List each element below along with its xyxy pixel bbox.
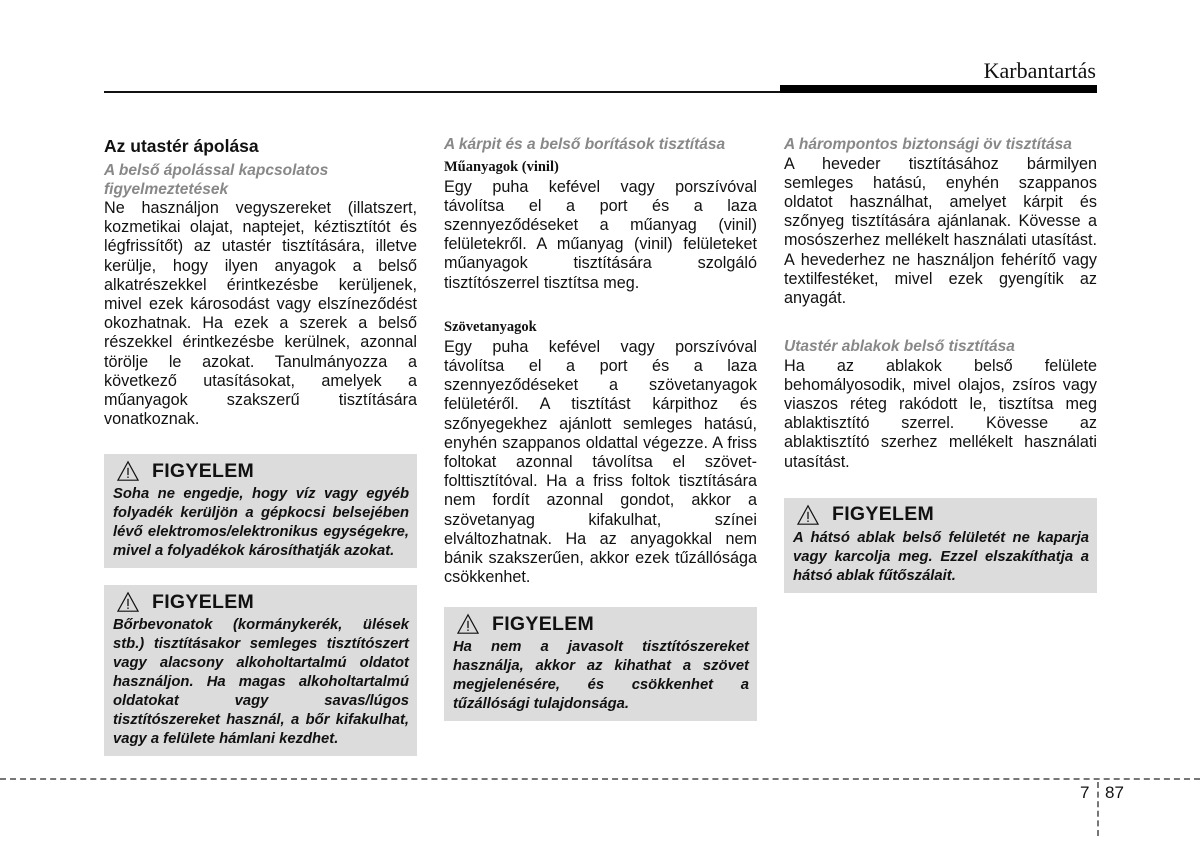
paragraph-heading: Műanyagok (vinil) [444, 158, 559, 175]
warning-triangle-icon [117, 460, 139, 482]
section-title: Karbantartás [983, 58, 1096, 83]
page-number: 87 [1105, 783, 1124, 802]
warning-title: FIGYELEM [152, 459, 255, 482]
subsection-heading: A belső ápolással kapcsolatos figyelmeztetések [104, 162, 329, 198]
body-paragraph: Egy puha kefével vagy porszívóval távolítsa el a port és a laza szennyeződéseket a szövetanyagok felületéről. A tisztítást kárpithoz és szőnyegekhez ajánlott semleges hatású, enyhén szappanos oldattal végezze. A friss foltokat azonnal távolítsa el szövet-folttisztítóval. Ha a friss foltok tisztítására nem fordít azonnal gondot, akkor a szövetanyag kifakulhat, színei elváltozhatnak. Ha az anyagokkal nem bánik szakszerűen, akkor ezek tűzállósága csökkenhet. [444, 337, 757, 587]
subsection-heading: A hárompontos biztonsági öv tisztítása [784, 136, 1072, 153]
body-paragraph: Ha az ablakok belső felülete behomályosodik, mivel olajos, zsíros vagy viaszos réteg rakódott le, tisztítsa meg ablaktisztító szerrel. Kövesse az ablaktisztító szerhez mellékelt használati utasítást. [784, 356, 1097, 471]
paragraph-heading: Szövetanyagok [444, 318, 537, 335]
warning-text: Soha ne engedje, hogy víz vagy egyéb folyadék kerüljön a gépkocsi belsejében lévő elektromos/elektronikus egységekre, mivel a folyadékok károsíthatják azokat. [113, 486, 409, 560]
warning-triangle-icon [457, 613, 479, 635]
footer-divider [0, 778, 1200, 780]
warning-text: Bőrbevonatok (kormánykerék, ülések stb.) tisztításakor semleges tisztítószert vagy alacsony alkoholtartalmú oldatot használjon. Ha magas alkoholtartalmú oldatokat vagy savas/lúgos tisztítószereket használ, a bőr kifakulhat, vagy a felülete hámlani kezdhet. [113, 617, 409, 748]
column-1 [104, 136, 417, 756]
subsection-heading: A kárpit és a belső borítások tisztítása [444, 136, 726, 153]
warning-box [104, 454, 417, 568]
chapter-number: 7 [1080, 783, 1090, 802]
warning-text: A hátsó ablak belső felületét ne kaparja vagy karcolja meg. Ezzel elszakíthatja a hátsó ablak fűtőszálait. [793, 529, 1089, 584]
warning-box [784, 498, 1097, 593]
footer-page-divider [1097, 782, 1099, 836]
warning-box [444, 607, 757, 721]
warning-text: Ha nem a javasolt tisztítószereket használja, akkor az kihathat a szövet megjelenésére, és csökkenhet a tűzállósági tulajdonsága. [453, 639, 749, 713]
warning-title: FIGYELEM [152, 590, 255, 613]
body-paragraph: Egy puha kefével vagy porszívóval távolítsa el a port és a laza szennyeződéseket a műanyag (vinil) felületekről. A műanyag (vinil) felületeket műanyagok tisztítására szolgáló tisztítószerrel tisztítsa meg. [444, 177, 757, 292]
warning-title: FIGYELEM [832, 503, 935, 526]
column-2 [444, 136, 757, 721]
section-heading: Az utastér ápolása [104, 136, 259, 156]
warning-triangle-icon [797, 504, 819, 526]
body-paragraph: A heveder tisztításához bármilyen semleges hatású, enyhén szappanos oldatot használhat, amelyet kárpit és szőnyeg tisztítására ajánlanak. Kövesse a mosószerhez mellékelt használati utasítást. A hevederhez ne használjon fehérítő vagy textilfestéket, mivel ezek gyengítik az anyagát. [784, 154, 1097, 307]
warning-title: FIGYELEM [492, 612, 595, 635]
column-3 [784, 136, 1097, 593]
body-paragraph: Ne használjon vegyszereket (illatszert, kozmetikai olajat, naptejet, kéztisztítót és légfrissítőt) az utastér tisztítására, illetve kerülje, hogy ilyen anyagok a belső alkatrészekkel érintkezésbe kerüljenek, mivel ezek károsodást vagy elszíneződést okozhatnak. Ha ezek a szerek a belső részekkel érintkezésbe kerülnek, azonnal törölje le azokat. Tanulmányozza a következő utasításokat, amelyek a műanyagok szakszerű tisztítására vonatkoznak. [104, 199, 417, 429]
subsection-heading: Utastér ablakok belső tisztítása [784, 338, 1015, 356]
header-rule-thick [780, 85, 1097, 93]
header-rule [104, 91, 784, 93]
warning-box [104, 585, 417, 756]
warning-triangle-icon [117, 591, 139, 613]
